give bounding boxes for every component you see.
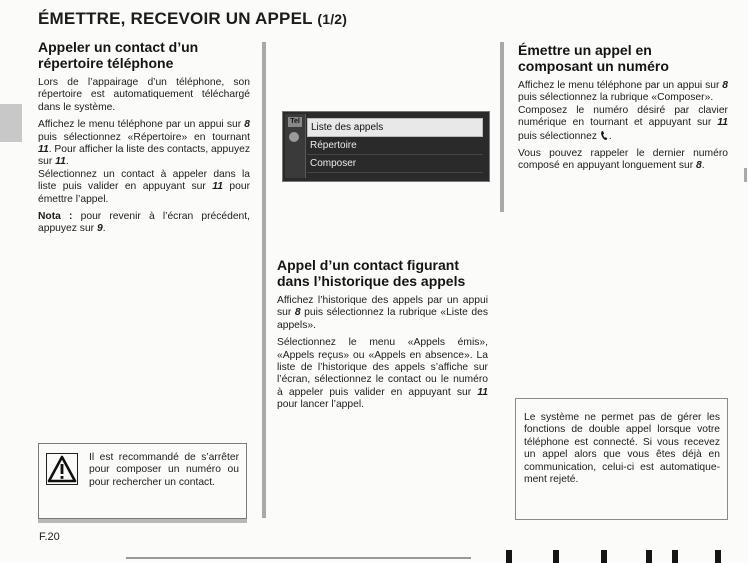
status-dot-icon xyxy=(289,132,299,142)
paragraph-historique-display: Affichez l’historique des appels par un appui sur 8 puis sélectionnez la rubrique «Liste des appels». xyxy=(277,295,488,331)
paragraph-redial: Vous pouvez rappeler le dernier numéro composé en appuyant longuement sur 8. xyxy=(518,148,728,172)
warning-box xyxy=(38,443,247,519)
column-repertoire xyxy=(38,39,250,241)
warning-text: Il est recommandé de s’arrêter pour composer un numéro ou pour rechercher un contact. xyxy=(89,452,239,488)
heading-composer: Émettre un appel en composant un numéro xyxy=(518,42,669,74)
paragraph-pairing: Lors de l’appairage d’un téléphone, son répertoire est automatiquement téléchargé dans le système. xyxy=(38,77,250,113)
paragraph-compose-number: Affichez le menu téléphone par un appui sur 8 puis sélectionnez la rubrique «Composer». Composez le numéro désiré par clavier numérique en tournant et appuyant sur 11 puis sélectionnez . xyxy=(518,80,728,142)
menu-item-liste-des-appels[interactable]: Liste des appels xyxy=(307,118,483,137)
column-divider-right xyxy=(500,42,504,212)
crop-mark xyxy=(601,550,607,563)
menu-item-repertoire[interactable]: Répertoire xyxy=(307,137,483,155)
phone-menu-screen xyxy=(282,111,490,182)
screen-menu-list xyxy=(307,118,483,173)
paragraph-historique-select: Sélectionnez le menu «Appels émis», «Appels reçus» ou «Appels en absence». La liste de l’historique des appels s’affiche sur l’écran, sélectionnez le contact ou le numéro à appeler puis valider en appuyant sur 11 pour lancer l’appel. xyxy=(277,337,488,411)
column-divider-left xyxy=(262,42,266,518)
column-composer xyxy=(518,42,728,178)
menu-item-composer[interactable]: Composer xyxy=(307,155,483,173)
warning-triangle-icon xyxy=(46,453,78,485)
screen-side-panel xyxy=(285,114,306,178)
page-title-main: ÉMETTRE, RECEVOIR UN APPEL xyxy=(38,9,313,28)
bottom-rule xyxy=(126,557,471,559)
page-number: F.20 xyxy=(39,531,60,543)
phone-handset-icon xyxy=(600,130,609,141)
side-tab-marker xyxy=(0,104,22,142)
crop-mark xyxy=(672,550,678,563)
column-historique xyxy=(277,257,488,417)
crop-mark xyxy=(553,550,559,563)
edge-mark xyxy=(744,168,747,182)
note-box xyxy=(515,398,728,520)
note-text: Le système ne permet pas de gérer les fonctions de double appel lorsque votre téléphone est connecté. Si vous recevez un appel alors que vous êtes déjà en communication, celui-ci est automatiquement rejeté. xyxy=(524,412,720,486)
page-title-part: (1/2) xyxy=(317,11,348,27)
heading-repertoire: Appeler un contact d’un répertoire téléphone xyxy=(38,39,199,71)
heading-historique: Appel d’un contact figurant dans l’historique des appels xyxy=(277,257,466,289)
crop-mark xyxy=(506,550,512,563)
crop-mark xyxy=(715,550,721,563)
phone-badge-icon: Tel xyxy=(288,117,302,127)
paragraph-show-menu: Affichez le menu téléphone par un appui sur 8 puis sélectionnez «Répertoire» en tournant 11. Pour afficher la liste des contacts, appuyez sur 11. Sélectionnez un contact à appeler dans la liste puis valider en appuyant sur 11 pour émettre l’appel. xyxy=(38,119,250,205)
page-title xyxy=(38,9,538,29)
paragraph-nota: Nota : pour revenir à l’écran précédent, appuyez sur 9. xyxy=(38,211,251,235)
crop-mark xyxy=(646,550,652,563)
